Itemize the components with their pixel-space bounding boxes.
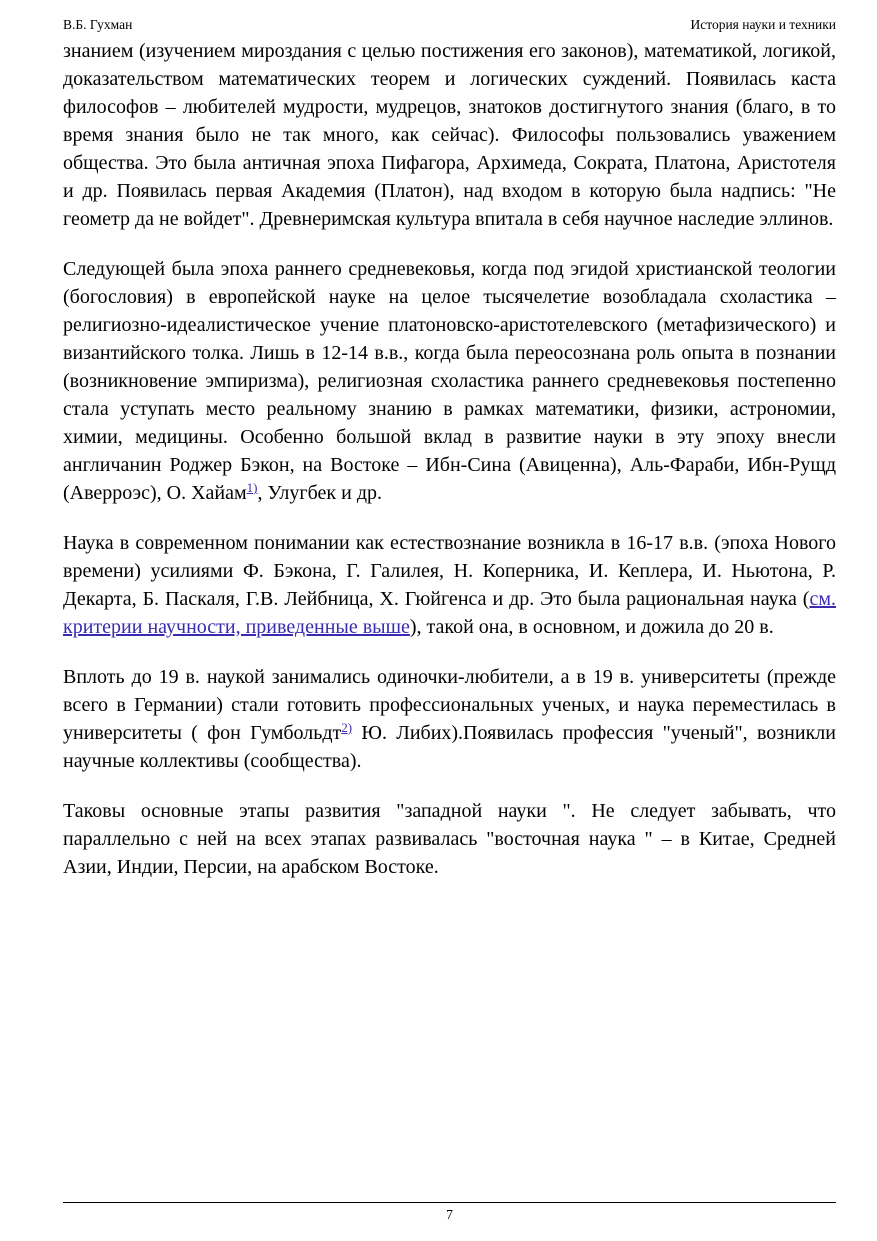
paragraph-modern-science-tail: ), такой она, в основном, и дожила до 20 в. bbox=[409, 616, 774, 638]
paragraph-antiquity: знанием (изучением мироздания с целью постижения его законов), математикой, логикой, доказательством математических теорем и логических суждений. Появилась каста философов – любителей мудрости, мудрецов, знатоков достигнутого знания (благо, в то время знания было не так много, как сейчас). Философы пользовались уважением общества. Это была античная эпоха Пифагора, Архимеда, Сократа, Платона, Аристотеля и др. Появилась первая Академия (Платон), над входом в которую была надпись: "Не геометр да не войдет". Древнеримская культура впитала в себя научное наследие эллинов. bbox=[63, 40, 836, 230]
paragraph-conclusion: Таковы основные этапы развития "западной науки ". Не следует забывать, что параллельно с ней на всех этапах развивалась "восточная наука " – в Китае, Средней Азии, Индии, Персии, на арабском Востоке. bbox=[63, 800, 836, 878]
paragraph-modern-science-text: Наука в современном понимании как естествознание возникла в 16-17 в.в. (эпоха Нового времени) усилиями Ф. Бэкона, Г. Галилея, Н. Коперника, И. Кеплера, И. Ньютона, Р. Декарта, Б. Паскаля, Г.В. Лейбница, Х. Гюйгенса и др. Это была рациональная наука ( bbox=[63, 532, 836, 610]
paragraph-universities bbox=[63, 663, 836, 775]
footer-divider bbox=[63, 1202, 836, 1203]
footnote-1-link[interactable]: 1) bbox=[246, 480, 258, 495]
criteria-link[interactable]: см. критерии научности, приведенные выше bbox=[63, 588, 836, 638]
footnote-2-marker bbox=[341, 720, 352, 735]
paragraph-modern-science bbox=[63, 529, 836, 641]
paragraph-middle-ages-tail: , Улугбек и др. bbox=[257, 482, 382, 504]
paragraph-universities-tail: Ю. Либих).Появилась профессия "ученый", возникли научные коллективы (сообщества). bbox=[63, 722, 836, 772]
page-header bbox=[63, 14, 836, 36]
page-number: 7 bbox=[446, 1207, 453, 1222]
footnote-2-link[interactable]: 2) bbox=[341, 720, 353, 735]
paragraph-middle-ages-text: Следующей была эпоха раннего средневековья, когда под эгидой христианской теологии (богословия) в европейской науке на целое тысячелетие возобладала схоластика – религиозно-идеалистическое учение платоновско-аристотелевского (метафизического) и византийского толка. Лишь в 12-14 в.в., когда была переосознана роль опыта в познании (возникновение эмпиризма), религиозная схоластика раннего средневековья постепенно стала уступать место реальному знанию в рамках математики, физики, астрономии, химии, медицины. Особенно большой вклад в развитие науки в эту эпоху внесли англичанин Роджер Бэкон, на Востоке – Ибн-Сина (Авиценна), Аль-Фараби, Ибн-Рущд (Аверроэс), О. Хайам bbox=[63, 258, 836, 504]
header-book-title: История науки и техники bbox=[690, 17, 836, 32]
paragraph-middle-ages bbox=[63, 255, 836, 507]
document-body bbox=[63, 37, 836, 903]
header-author: В.Б. Гухман bbox=[63, 17, 133, 32]
footnote-1-marker bbox=[247, 480, 258, 495]
paragraph-universities-text: Вплоть до 19 в. наукой занимались одиночки-любители, а в 19 в. университеты (прежде всего в Германии) стали готовить профессиональных ученых, и наука переместилась в университеты ( фон Гумбольдт bbox=[63, 666, 836, 744]
